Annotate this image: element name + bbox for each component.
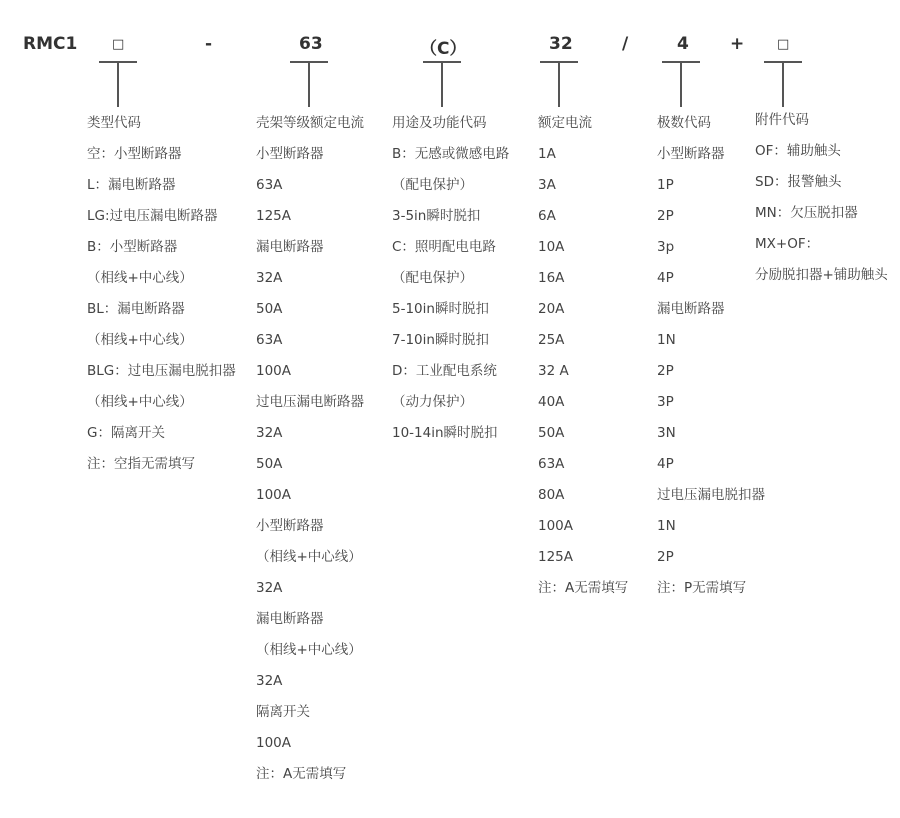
code-item: 125A [256,208,292,224]
code-item: 16A [538,270,565,286]
code-item: 100A [538,518,574,534]
code-item: 漏电断路器 [256,611,324,627]
code-item: D：工业配电系统 [392,363,497,379]
code-item: 3-5in瞬时脱扣 [392,208,481,224]
code-item: 隔离开关 [256,704,310,720]
code-item: MN：欠压脱扣器 [755,205,858,221]
code-item: 2P [657,549,674,565]
code-item: 4P [657,270,674,286]
code-item: 32A [256,270,283,286]
code-item: 32 A [538,363,569,379]
code-item: L：漏电断路器 [87,177,176,193]
code-item: （相线+中心线） [87,332,193,348]
code-item: MX+OF： [755,236,820,252]
code-item: 125A [538,549,574,565]
column-heading: 附件代码 [755,112,809,128]
column-heading: 极数代码 [657,115,711,131]
separator-slash: / [622,34,629,54]
code-item: 50A [538,425,565,441]
code-item: （配电保护） [392,270,473,286]
code-item: 小型断路器 [256,518,324,534]
code-item: 3A [538,177,556,193]
code-item: LG:过电压漏电断路器 [87,208,218,224]
code-item: 100A [256,735,292,751]
code-item: 小型断路器 [256,146,324,162]
column-rated-current [538,113,628,609]
code-item: 20A [538,301,565,317]
code-item: BLG：过电压漏电脱扣器 [87,363,236,379]
code-item: 32A [256,673,283,689]
code-item: 1P [657,177,674,193]
code-item: 10A [538,239,565,255]
column-accessory-code [755,110,888,296]
code-item: 50A [256,301,283,317]
column-type-code [87,113,236,485]
column-function-code [392,113,509,454]
code-item: 2P [657,208,674,224]
code-item: 2P [657,363,674,379]
code-item: （相线+中心线） [87,394,193,410]
code-item: B：小型断路器 [87,239,178,255]
code-item: 50A [256,456,283,472]
column-frame-current [256,113,364,795]
code-item: 3p [657,239,675,255]
code-item: 4P [657,456,674,472]
code-item: 63A [538,456,565,472]
code-item: 100A [256,363,292,379]
code-item: 1N [657,332,676,348]
code-item: 过电压漏电断路器 [256,394,364,410]
code-item: 32A [256,425,283,441]
code-item: 注：A无需填写 [538,580,629,596]
code-item: 10-14in瞬时脱扣 [392,425,498,441]
code-item: B：无感或微感电路 [392,146,510,162]
column-heading: 类型代码 [87,115,141,131]
segment-accessory-placeholder: □ [777,37,790,52]
code-item: C：照明配电电路 [392,239,496,255]
code-item: 过电压漏电脱扣器 [657,487,765,503]
code-item: 1N [657,518,676,534]
code-item: （配电保护） [392,177,473,193]
code-item: 25A [538,332,565,348]
code-item: （相线+中心线） [256,549,362,565]
code-item: 空：小型断路器 [87,146,182,162]
code-item: 注：空指无需填写 [87,456,195,472]
model-prefix: RMC1 [23,34,78,54]
code-item: OF：辅助触头 [755,143,841,159]
code-item: 小型断路器 [657,146,725,162]
code-item: 7-10in瞬时脱扣 [392,332,489,348]
code-item: 1A [538,146,556,162]
column-heading: 用途及功能代码 [392,115,487,131]
code-item: 32A [256,580,283,596]
code-item: （相线+中心线） [256,642,362,658]
code-item: 80A [538,487,565,503]
code-item: 63A [256,332,283,348]
segment-frame-current: 63 [299,34,323,54]
segment-type-placeholder: □ [112,37,125,52]
code-item: 漏电断路器 [256,239,324,255]
code-item: BL：漏电断路器 [87,301,185,317]
segment-pole-code: 4 [677,34,689,54]
column-heading: 壳架等级额定电流 [256,115,364,131]
code-item: G：隔离开关 [87,425,165,441]
separator-plus: + [730,34,745,54]
code-item: 100A [256,487,292,503]
column-heading: 额定电流 [538,115,592,131]
code-item: 分励脱扣器+铺助触头 [755,267,888,283]
code-item: （相线+中心线） [87,270,193,286]
code-item: 63A [256,177,283,193]
code-item: 漏电断路器 [657,301,725,317]
code-item: 3P [657,394,674,410]
separator-dash: - [205,34,213,54]
code-item: 5-10in瞬时脱扣 [392,301,489,317]
segment-function-code: （C） [420,39,467,59]
code-item: 6A [538,208,556,224]
code-item: （动力保护） [392,394,473,410]
code-item: SD：报警触头 [755,174,842,190]
column-pole-code [657,113,765,609]
code-item: 3N [657,425,676,441]
code-item: 注：P无需填写 [657,580,747,596]
code-item: 注：A无需填写 [256,766,347,782]
code-item: 40A [538,394,565,410]
segment-rated-current: 32 [549,34,573,54]
